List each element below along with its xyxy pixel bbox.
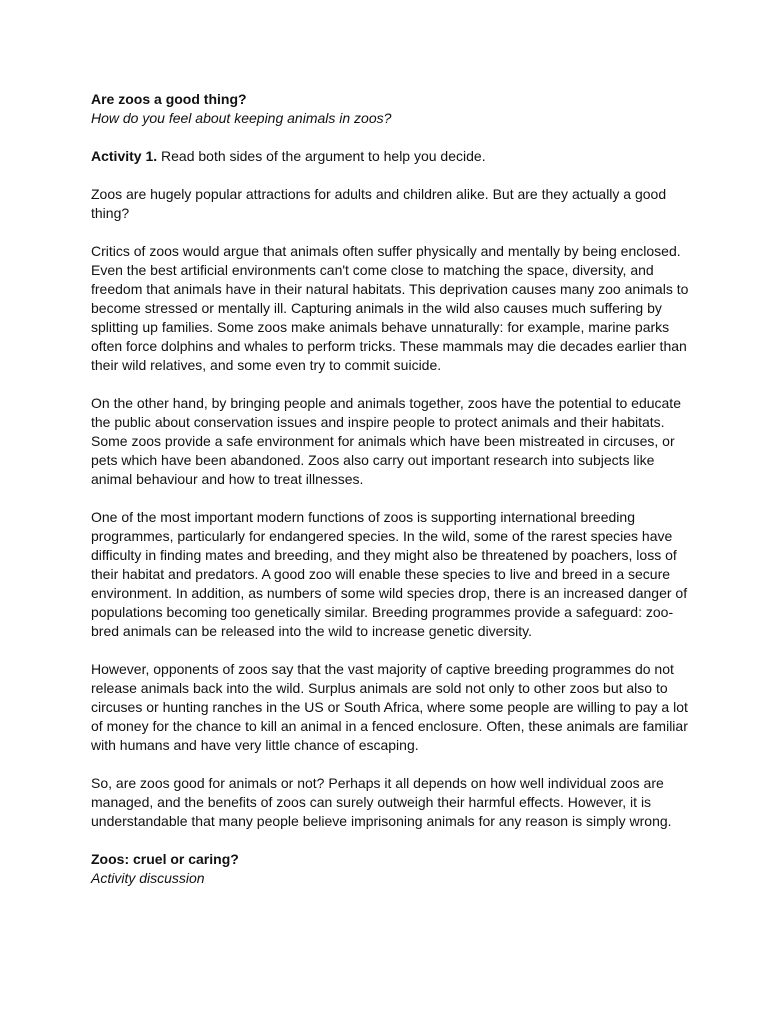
paragraph-opponents: However, opponents of zoos say that the vast majority of captive breeding programmes do not release animals back into the wild. Surplus animals are sold not only to other zoos but also to circuses or hunting ranches in the US or South Africa, where some people are willing to pay a lot of money for the chance to kill an animal in a fenced enclosure. Often, these animals are familiar with humans and have very little chance of escaping. (91, 661, 688, 753)
paragraph-other-hand: On the other hand, by bringing people and animals together, zoos have the potential to educate the public about conservation issues and inspire people to protect animals and their habitats. Some zoos provide a safe environment for animals which have been mistreated in circuses, or pets which have been abandoned. Zoos also carry out important research into subjects like animal behaviour and how to treat illnesses. (91, 395, 681, 487)
section2-block (91, 850, 691, 888)
paragraph-breeding: One of the most important modern functions of zoos is supporting international breeding programmes, particularly for endangered species. In the wild, some of the rarest species have difficulty in finding mates and breeding, and they might also be threatened by poachers, loss of their habitat and predators. A good zoo will enable these species to live and breed in a secure environment. In addition, as numbers of some wild species drop, there is an increased danger of populations becoming too genetically similar. Breeding programmes provide a safeguard: zoo-bred animals can be released into the wild to increase genetic diversity. (91, 509, 688, 639)
paragraph-conclusion: So, are zoos good for animals or not? Perhaps it all depends on how well individual zoos are managed, and the benefits of zoos can surely outweigh their harmful effects. However, it is understandable that many people believe imprisoning animals for any reason is simply wrong. (91, 775, 672, 829)
section2-subtitle: Activity discussion (91, 870, 205, 886)
page-subtitle: How do you feel about keeping animals in zoos? (91, 110, 392, 126)
activity-text: Read both sides of the argument to help you decide. (157, 148, 486, 164)
title-block (91, 90, 691, 128)
section2-title: Zoos: cruel or caring? (91, 851, 239, 867)
paragraph-critics: Critics of zoos would argue that animals often suffer physically and mentally by being enclosed. Even the best artificial environments can't come close to matching the space, diversity, and freedom that animals have in their natural habitats. This deprivation causes many zoo animals to become stressed or mentally ill. Capturing animals in the wild also causes much suffering by splitting up families. Some zoos make animals behave unnaturally: for example, marine parks often force dolphins and whales to perform tricks. These mammals may die decades earlier than their wild relatives, and some even try to commit suicide. (91, 243, 689, 373)
activity-instruction (91, 147, 691, 166)
document-page (91, 90, 691, 907)
page-title: Are zoos a good thing? (91, 91, 247, 107)
paragraph-intro: Zoos are hugely popular attractions for adults and children alike. But are they actually a good thing? (91, 186, 667, 221)
activity-label: Activity 1. (91, 148, 158, 164)
